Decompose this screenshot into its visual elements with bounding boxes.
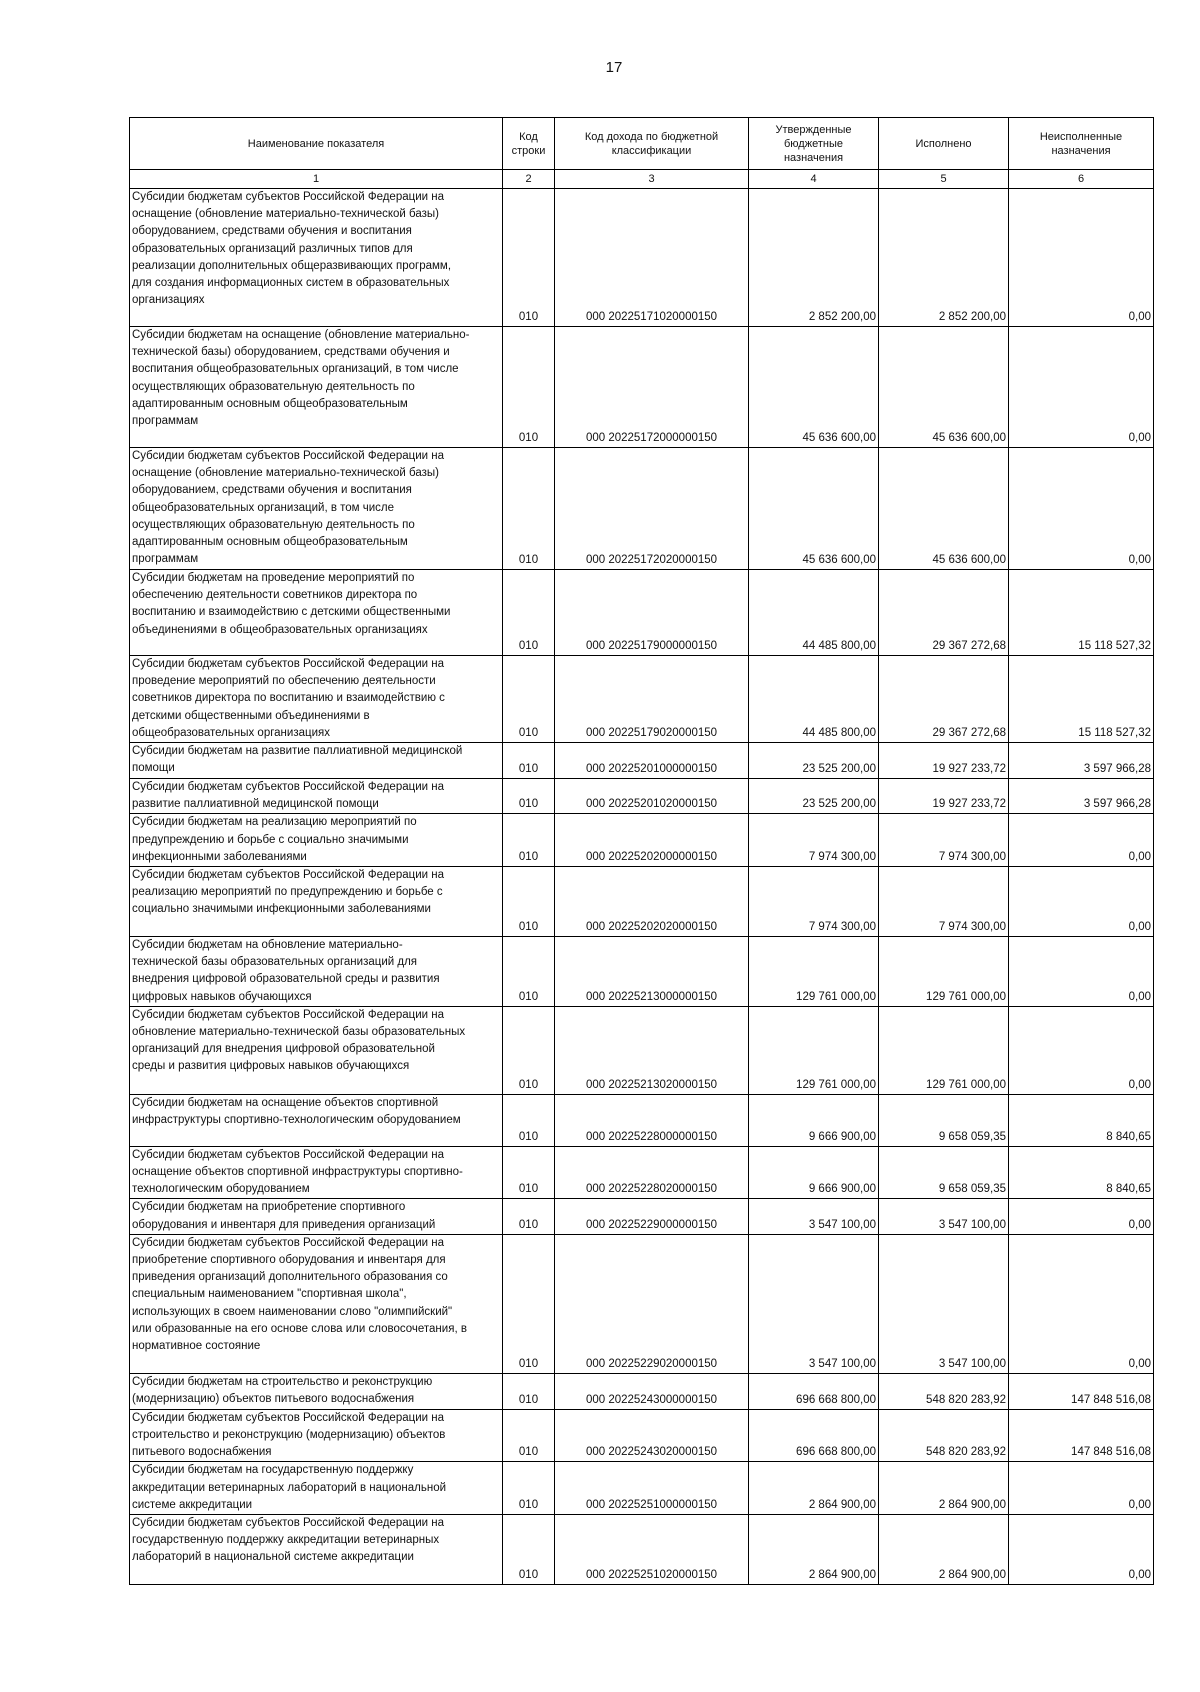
indicator-name-cell (130, 1409, 503, 1462)
indicator-name-cell (130, 327, 503, 448)
indicator-name-line: советников директора по воспитанию и взаимодействию с (132, 692, 445, 705)
table-row (130, 656, 1154, 743)
line-code-cell: 010 (503, 1373, 555, 1409)
column-header-line: Код (519, 130, 538, 143)
indicator-name-line: оснащение (обновление материально-технической базы) (132, 208, 440, 221)
indicator-name-line: проведение мероприятий по обеспечению деятельности (132, 675, 436, 688)
table-row (130, 1234, 1154, 1373)
indicator-name-line: Субсидии бюджетам на обновление материально- (132, 939, 403, 952)
indicator-name-line: строительство и реконструкцию (модернизацию) объектов (132, 1429, 446, 1442)
indicator-name-line: технологическим оборудованием (132, 1183, 310, 1196)
unexecuted-amount-cell: 8 840,65 (1009, 1094, 1154, 1146)
indicator-name-cell (130, 779, 503, 814)
executed-amount-cell: 45 636 600,00 (879, 448, 1009, 570)
indicator-name-line: или образованные на его основе слова или словосочетания, в (132, 1322, 467, 1335)
indicator-name-cell (130, 1515, 503, 1585)
indicator-name-cell (130, 448, 503, 570)
executed-amount-cell: 2 864 900,00 (879, 1515, 1009, 1585)
line-code-cell: 010 (503, 1409, 555, 1462)
approved-amount-cell: 2 864 900,00 (749, 1462, 879, 1515)
indicator-name-line: Субсидии бюджетам субъектов Российской Федерации на (132, 781, 444, 794)
executed-amount-cell: 2 852 200,00 (879, 189, 1009, 327)
line-code-cell: 010 (503, 1006, 555, 1094)
unexecuted-amount-cell: 3 597 966,28 (1009, 779, 1154, 814)
unexecuted-amount-cell: 0,00 (1009, 814, 1154, 867)
unexecuted-amount-cell: 0,00 (1009, 327, 1154, 448)
column-header-line: Код дохода по бюджетной (584, 130, 719, 143)
column-header-approved-amount (749, 118, 879, 170)
column-header-line: назначения (783, 151, 844, 164)
executed-amount-cell: 19 927 233,72 (879, 743, 1009, 779)
indicator-name-line: Субсидии бюджетам субъектов Российской Федерации на (132, 658, 444, 670)
indicator-name-line: развитие паллиативной медицинской помощи (132, 798, 379, 811)
line-code-cell: 010 (503, 1146, 555, 1199)
table-row (130, 327, 1154, 448)
approved-amount-cell: 7 974 300,00 (749, 814, 879, 867)
indicator-name-line: осуществляющих образовательную деятельность по (132, 518, 415, 531)
approved-amount-cell: 45 636 600,00 (749, 448, 879, 570)
income-code-cell: 000 20225202000000150 (555, 814, 749, 867)
approved-amount-cell: 3 547 100,00 (749, 1234, 879, 1373)
income-code-cell: 000 20225229020000150 (555, 1234, 749, 1373)
indicator-name-line: Субсидии бюджетам субъектов Российской Федерации на (132, 1411, 444, 1424)
executed-amount-cell: 29 367 272,68 (879, 656, 1009, 743)
approved-amount-cell: 129 761 000,00 (749, 1006, 879, 1094)
executed-amount-cell: 548 820 283,92 (879, 1409, 1009, 1462)
table-row (130, 1094, 1154, 1146)
line-code-cell: 010 (503, 867, 555, 937)
indicator-name-line: Субсидии бюджетам субъектов Российской Федерации на (132, 191, 444, 203)
executed-amount-cell: 129 761 000,00 (879, 937, 1009, 1007)
executed-amount-cell: 3 547 100,00 (879, 1199, 1009, 1234)
executed-amount-cell: 3 547 100,00 (879, 1234, 1009, 1373)
income-code-cell: 000 20225179020000150 (555, 656, 749, 743)
header-row (130, 118, 1154, 170)
indicator-name-line: оборудованием, средствами обучения и воспитания (132, 225, 412, 238)
indicator-name-line: инфекционными заболеваниями (132, 850, 307, 863)
income-code-cell: 000 20225251020000150 (555, 1515, 749, 1585)
indicator-name-cell (130, 814, 503, 867)
indicator-name-cell (130, 1199, 503, 1234)
indicator-name-line: программам (132, 415, 199, 428)
unexecuted-amount-cell: 15 118 527,32 (1009, 656, 1154, 743)
table-row (130, 448, 1154, 570)
indicator-name-line: образовательных организаций различных типов для (132, 242, 413, 255)
column-header-line: Утвержденные (775, 123, 852, 136)
indicator-name-line: программам (132, 553, 199, 566)
table-row (130, 1409, 1154, 1462)
column-header-unexecuted-amount (1009, 118, 1154, 170)
indicator-name-line: питьевого водоснабжения (132, 1446, 272, 1459)
income-code-cell: 000 20225179000000150 (555, 570, 749, 656)
line-code-cell: 010 (503, 570, 555, 656)
line-code-cell: 010 (503, 1515, 555, 1585)
indicator-name-line: Субсидии бюджетам субъектов Российской Федерации на (132, 1008, 444, 1021)
indicator-name-line: предупреждению и борьбе с социально значимыми (132, 833, 409, 846)
indicator-name-cell (130, 1234, 503, 1373)
approved-amount-cell: 7 974 300,00 (749, 867, 879, 937)
indicator-name-cell (130, 656, 503, 743)
column-header-executed-amount (879, 118, 1009, 170)
indicator-name-line: организациях (132, 294, 205, 307)
indicator-name-line: реализации дополнительных общеразвивающих программ, (132, 259, 452, 272)
indicator-name-line: реализацию мероприятий по предупреждению и борьбе с (132, 886, 443, 899)
income-code-cell: 000 20225201020000150 (555, 779, 749, 814)
income-code-cell: 000 20225228000000150 (555, 1094, 749, 1146)
income-code-cell: 000 20225228020000150 (555, 1146, 749, 1199)
indicator-name-line: общеобразовательных организациях (132, 726, 330, 739)
indicator-name-cell (130, 1146, 503, 1199)
table-row (130, 779, 1154, 814)
indicator-name-line: осуществляющих образовательную деятельность по (132, 380, 415, 393)
column-header-line: классификации (611, 144, 692, 157)
unexecuted-amount-cell: 147 848 516,08 (1009, 1409, 1154, 1462)
line-code-cell: 010 (503, 189, 555, 327)
indicator-name-line: Субсидии бюджетам субъектов Российской Федерации на (132, 1517, 444, 1530)
approved-amount-cell: 23 525 200,00 (749, 743, 879, 779)
indicator-name-cell (130, 189, 503, 327)
executed-amount-cell: 129 761 000,00 (879, 1006, 1009, 1094)
indicator-name-line: аккредитации ветеринарных лабораторий в национальной (132, 1481, 447, 1494)
unexecuted-amount-cell: 0,00 (1009, 1234, 1154, 1373)
unexecuted-amount-cell: 0,00 (1009, 1462, 1154, 1515)
indicator-name-cell (130, 937, 503, 1007)
approved-amount-cell: 129 761 000,00 (749, 937, 879, 1007)
unexecuted-amount-cell: 3 597 966,28 (1009, 743, 1154, 779)
indicator-name-cell (130, 570, 503, 656)
indicator-name-line: объединениями в общеобразовательных организациях (132, 623, 428, 636)
executed-amount-cell: 9 658 059,35 (879, 1146, 1009, 1199)
executed-amount-cell: 29 367 272,68 (879, 570, 1009, 656)
indicator-name-line: технической базы образовательных организаций для (132, 956, 418, 969)
indicator-name-line: Субсидии бюджетам на государственную поддержку (132, 1464, 414, 1477)
indicator-name-line: Субсидии бюджетам на строительство и реконструкцию (132, 1375, 433, 1388)
column-header-income-code (555, 118, 749, 170)
column-number: 4 (749, 170, 879, 189)
unexecuted-amount-cell: 15 118 527,32 (1009, 570, 1154, 656)
executed-amount-cell: 7 974 300,00 (879, 867, 1009, 937)
indicator-name-line: адаптированным основным общеобразовательным (132, 397, 408, 410)
indicator-name-line: адаптированным основным общеобразовательным (132, 536, 408, 549)
line-code-cell: 010 (503, 743, 555, 779)
indicator-name-line: оборудованием, средствами обучения и воспитания (132, 484, 412, 497)
column-number-row (130, 170, 1154, 189)
approved-amount-cell: 696 668 800,00 (749, 1373, 879, 1409)
table-row (130, 867, 1154, 937)
line-code-cell: 010 (503, 327, 555, 448)
unexecuted-amount-cell: 0,00 (1009, 1515, 1154, 1585)
column-number: 1 (130, 170, 503, 189)
line-code-cell: 010 (503, 1462, 555, 1515)
unexecuted-amount-cell: 0,00 (1009, 1006, 1154, 1094)
line-code-cell: 010 (503, 814, 555, 867)
executed-amount-cell: 45 636 600,00 (879, 327, 1009, 448)
indicator-name-line: приобретение спортивного оборудования и инвентаря для (132, 1254, 446, 1267)
page-number: 17 (605, 59, 623, 76)
approved-amount-cell: 45 636 600,00 (749, 327, 879, 448)
column-header-line-code (503, 118, 555, 170)
indicator-name-cell (130, 743, 503, 779)
indicator-name-cell (130, 1094, 503, 1146)
income-code-cell: 000 20225172020000150 (555, 448, 749, 570)
income-code-cell: 000 20225172000000150 (555, 327, 749, 448)
indicator-name-line: обеспечению деятельности советников директора по (132, 589, 418, 602)
column-number: 5 (879, 170, 1009, 189)
indicator-name-line: инфраструктуры спортивно-технологическим оборудованием (132, 1114, 461, 1127)
unexecuted-amount-cell: 8 840,65 (1009, 1146, 1154, 1199)
line-code-cell: 010 (503, 1094, 555, 1146)
executed-amount-cell: 7 974 300,00 (879, 814, 1009, 867)
approved-amount-cell: 44 485 800,00 (749, 656, 879, 743)
unexecuted-amount-cell: 0,00 (1009, 867, 1154, 937)
indicator-name-line: Субсидии бюджетам на оснащение (обновление материально- (132, 329, 470, 341)
unexecuted-amount-cell: 0,00 (1009, 937, 1154, 1007)
budget-table (129, 117, 1154, 1585)
indicator-name-line: технической базы) оборудованием, средствами обучения и (132, 346, 450, 359)
indicator-name-line: Субсидии бюджетам на приобретение спортивного (132, 1201, 406, 1214)
executed-amount-cell: 548 820 283,92 (879, 1373, 1009, 1409)
table-row (130, 743, 1154, 779)
indicator-name-line: детскими общественными объединениями в (132, 709, 370, 722)
table-row (130, 1462, 1154, 1515)
indicator-name-cell (130, 1373, 503, 1409)
line-code-cell: 010 (503, 779, 555, 814)
approved-amount-cell: 696 668 800,00 (749, 1409, 879, 1462)
table-row (130, 1373, 1154, 1409)
indicator-name-line: приведения организаций дополнительного образования со (132, 1271, 448, 1284)
line-code-cell: 010 (503, 1199, 555, 1234)
indicator-name-line: Субсидии бюджетам на проведение мероприятий по (132, 572, 415, 584)
table-row (130, 1006, 1154, 1094)
table-row (130, 814, 1154, 867)
column-header-line: Неисполненные (1039, 130, 1123, 143)
indicator-name-line: оснащение объектов спортивной инфраструктуры спортивно- (132, 1166, 463, 1179)
table-header (130, 118, 1154, 189)
approved-amount-cell: 9 666 900,00 (749, 1094, 879, 1146)
approved-amount-cell: 44 485 800,00 (749, 570, 879, 656)
table-row (130, 1199, 1154, 1234)
column-number: 6 (1009, 170, 1154, 189)
indicator-name-line: (модернизацию) объектов питьевого водоснабжения (132, 1393, 415, 1406)
column-header-indicator-name (130, 118, 503, 170)
column-header-line: Наименование показателя (247, 137, 385, 150)
executed-amount-cell: 9 658 059,35 (879, 1094, 1009, 1146)
indicator-name-line: среды и развития цифровых навыков обучающихся (132, 1060, 410, 1073)
indicator-name-line: социально значимыми инфекционными заболеваниями (132, 903, 431, 916)
unexecuted-amount-cell: 0,00 (1009, 189, 1154, 327)
indicator-name-line: Субсидии бюджетам субъектов Российской Федерации на (132, 1148, 444, 1161)
indicator-name-line: Субсидии бюджетам на развитие паллиативной медицинской (132, 745, 463, 758)
indicator-name-line: для создания информационных систем в образовательных (132, 277, 450, 290)
approved-amount-cell: 2 852 200,00 (749, 189, 879, 327)
indicator-name-line: оборудования и инвентаря для приведения организаций (132, 1218, 436, 1231)
line-code-cell: 010 (503, 1234, 555, 1373)
column-number: 3 (555, 170, 749, 189)
indicator-name-line: лабораторий в национальной системе аккредитации (132, 1551, 414, 1564)
indicator-name-line: общеобразовательных организаций, в том числе (132, 501, 395, 514)
income-code-cell: 000 20225229000000150 (555, 1199, 749, 1234)
table-row (130, 1515, 1154, 1585)
indicator-name-line: цифровых навыков обучающихся (132, 990, 312, 1003)
indicator-name-cell (130, 867, 503, 937)
income-code-cell: 000 20225201000000150 (555, 743, 749, 779)
unexecuted-amount-cell: 0,00 (1009, 1199, 1154, 1234)
indicator-name-line: Субсидии бюджетам на оснащение объектов спортивной (132, 1096, 439, 1109)
indicator-name-line: Субсидии бюджетам на реализацию мероприятий по (132, 816, 417, 829)
line-code-cell: 010 (503, 656, 555, 743)
income-code-cell: 000 20225251000000150 (555, 1462, 749, 1515)
income-code-cell: 000 20225213000000150 (555, 937, 749, 1007)
indicator-name-line: специальным наименованием "спортивная школа", (132, 1288, 407, 1301)
indicator-name-line: Субсидии бюджетам субъектов Российской Федерации на (132, 450, 444, 462)
column-header-line: назначения (1051, 144, 1111, 157)
indicator-name-line: обновление материально-технической базы образовательных (132, 1026, 466, 1039)
indicator-name-line: государственную поддержку аккредитации ветеринарных (132, 1534, 440, 1547)
table-row (130, 937, 1154, 1007)
indicator-name-cell (130, 1006, 503, 1094)
income-code-cell: 000 20225243020000150 (555, 1409, 749, 1462)
indicator-name-line: внедрения цифровой образовательной среды и развития (132, 973, 440, 986)
column-header-line: строки (511, 144, 546, 157)
income-code-cell: 000 20225171020000150 (555, 189, 749, 327)
approved-amount-cell: 2 864 900,00 (749, 1515, 879, 1585)
indicator-name-cell (130, 1462, 503, 1515)
executed-amount-cell: 2 864 900,00 (879, 1462, 1009, 1515)
income-code-cell: 000 20225213020000150 (555, 1006, 749, 1094)
approved-amount-cell: 9 666 900,00 (749, 1146, 879, 1199)
indicator-name-line: системе аккредитации (132, 1498, 253, 1511)
income-code-cell: 000 20225202020000150 (555, 867, 749, 937)
unexecuted-amount-cell: 0,00 (1009, 448, 1154, 570)
table-row (130, 1146, 1154, 1199)
column-number: 2 (503, 170, 555, 189)
line-code-cell: 010 (503, 937, 555, 1007)
indicator-name-line: воспитанию и взаимодействию с детскими общественными (132, 606, 451, 619)
indicator-name-line: оснащение (обновление материально-технической базы) (132, 467, 440, 480)
column-header-line: Исполнено (915, 137, 972, 150)
indicator-name-line: Субсидии бюджетам субъектов Российской Федерации на (132, 869, 444, 882)
income-code-cell: 000 20225243000000150 (555, 1373, 749, 1409)
indicator-name-line: организаций для внедрения цифровой образовательной (132, 1043, 435, 1056)
table-row (130, 189, 1154, 327)
approved-amount-cell: 3 547 100,00 (749, 1199, 879, 1234)
indicator-name-line: помощи (132, 762, 175, 775)
approved-amount-cell: 23 525 200,00 (749, 779, 879, 814)
column-header-line: бюджетные (784, 137, 843, 150)
indicator-name-line: воспитания общеобразовательных организаций, в том числе (132, 363, 459, 376)
table-row (130, 570, 1154, 656)
executed-amount-cell: 19 927 233,72 (879, 779, 1009, 814)
unexecuted-amount-cell: 147 848 516,08 (1009, 1373, 1154, 1409)
indicator-name-line: использующих в своем наименовании слово "олимпийский" (132, 1305, 453, 1318)
table-body (130, 189, 1154, 1585)
indicator-name-line: Субсидии бюджетам субъектов Российской Федерации на (132, 1236, 444, 1249)
line-code-cell: 010 (503, 448, 555, 570)
indicator-name-line: нормативное состояние (132, 1340, 261, 1353)
